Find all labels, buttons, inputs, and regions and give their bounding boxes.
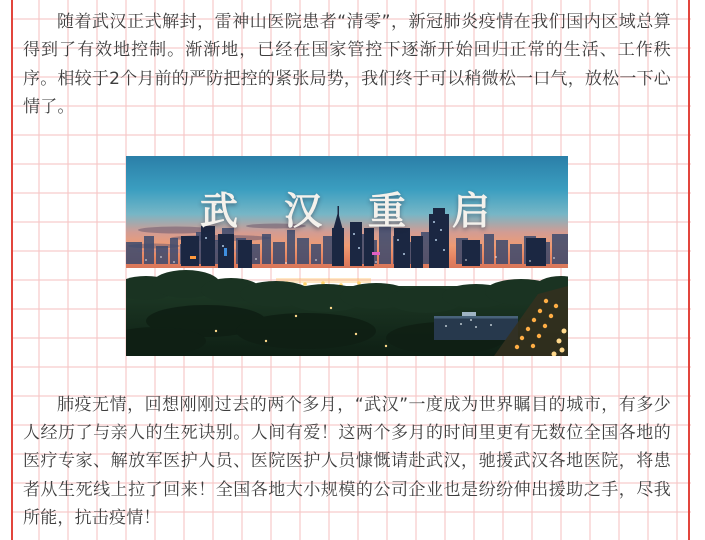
paragraph-intro: 随着武汉正式解封，雷神山医院患者“清零”，新冠肺炎疫情在我们国内区域总算得到了有效地控制。渐渐地，已经在国家管控下逐渐开始回归正常的生活、工作秩序。相较于2个月前的严防把控的紧张局势，我们终于可以稍微松一口气，放松一下心情了。 (23, 12, 671, 118)
right-page-margin (691, 0, 705, 540)
wuhan-reopen-photo (126, 156, 568, 356)
article-content (13, 0, 689, 533)
left-border-line (11, 0, 13, 540)
low-building (434, 312, 518, 340)
photo-overlay-title: 武 汉 重 启 (199, 188, 494, 233)
right-border-line (688, 0, 690, 540)
left-page-margin (0, 0, 11, 540)
paragraph-tribute: 肺疫无情，回想刚刚过去的两个多月，“武汉”一度成为世界瞩目的城市，有多少人经历了与亲人的生死诀别。人间有爱！这两个多月的时间里更有无数位全国各地的医疗专家、解放军医护人员、医院医护人员慷慨请赴武汉，驰援武汉各地医院，将患者从生死线上拉了回来！全国各地大小规模的公司企业也是纷纷伸出援助之手，尽我所能，抗击疫情！ (23, 394, 671, 529)
